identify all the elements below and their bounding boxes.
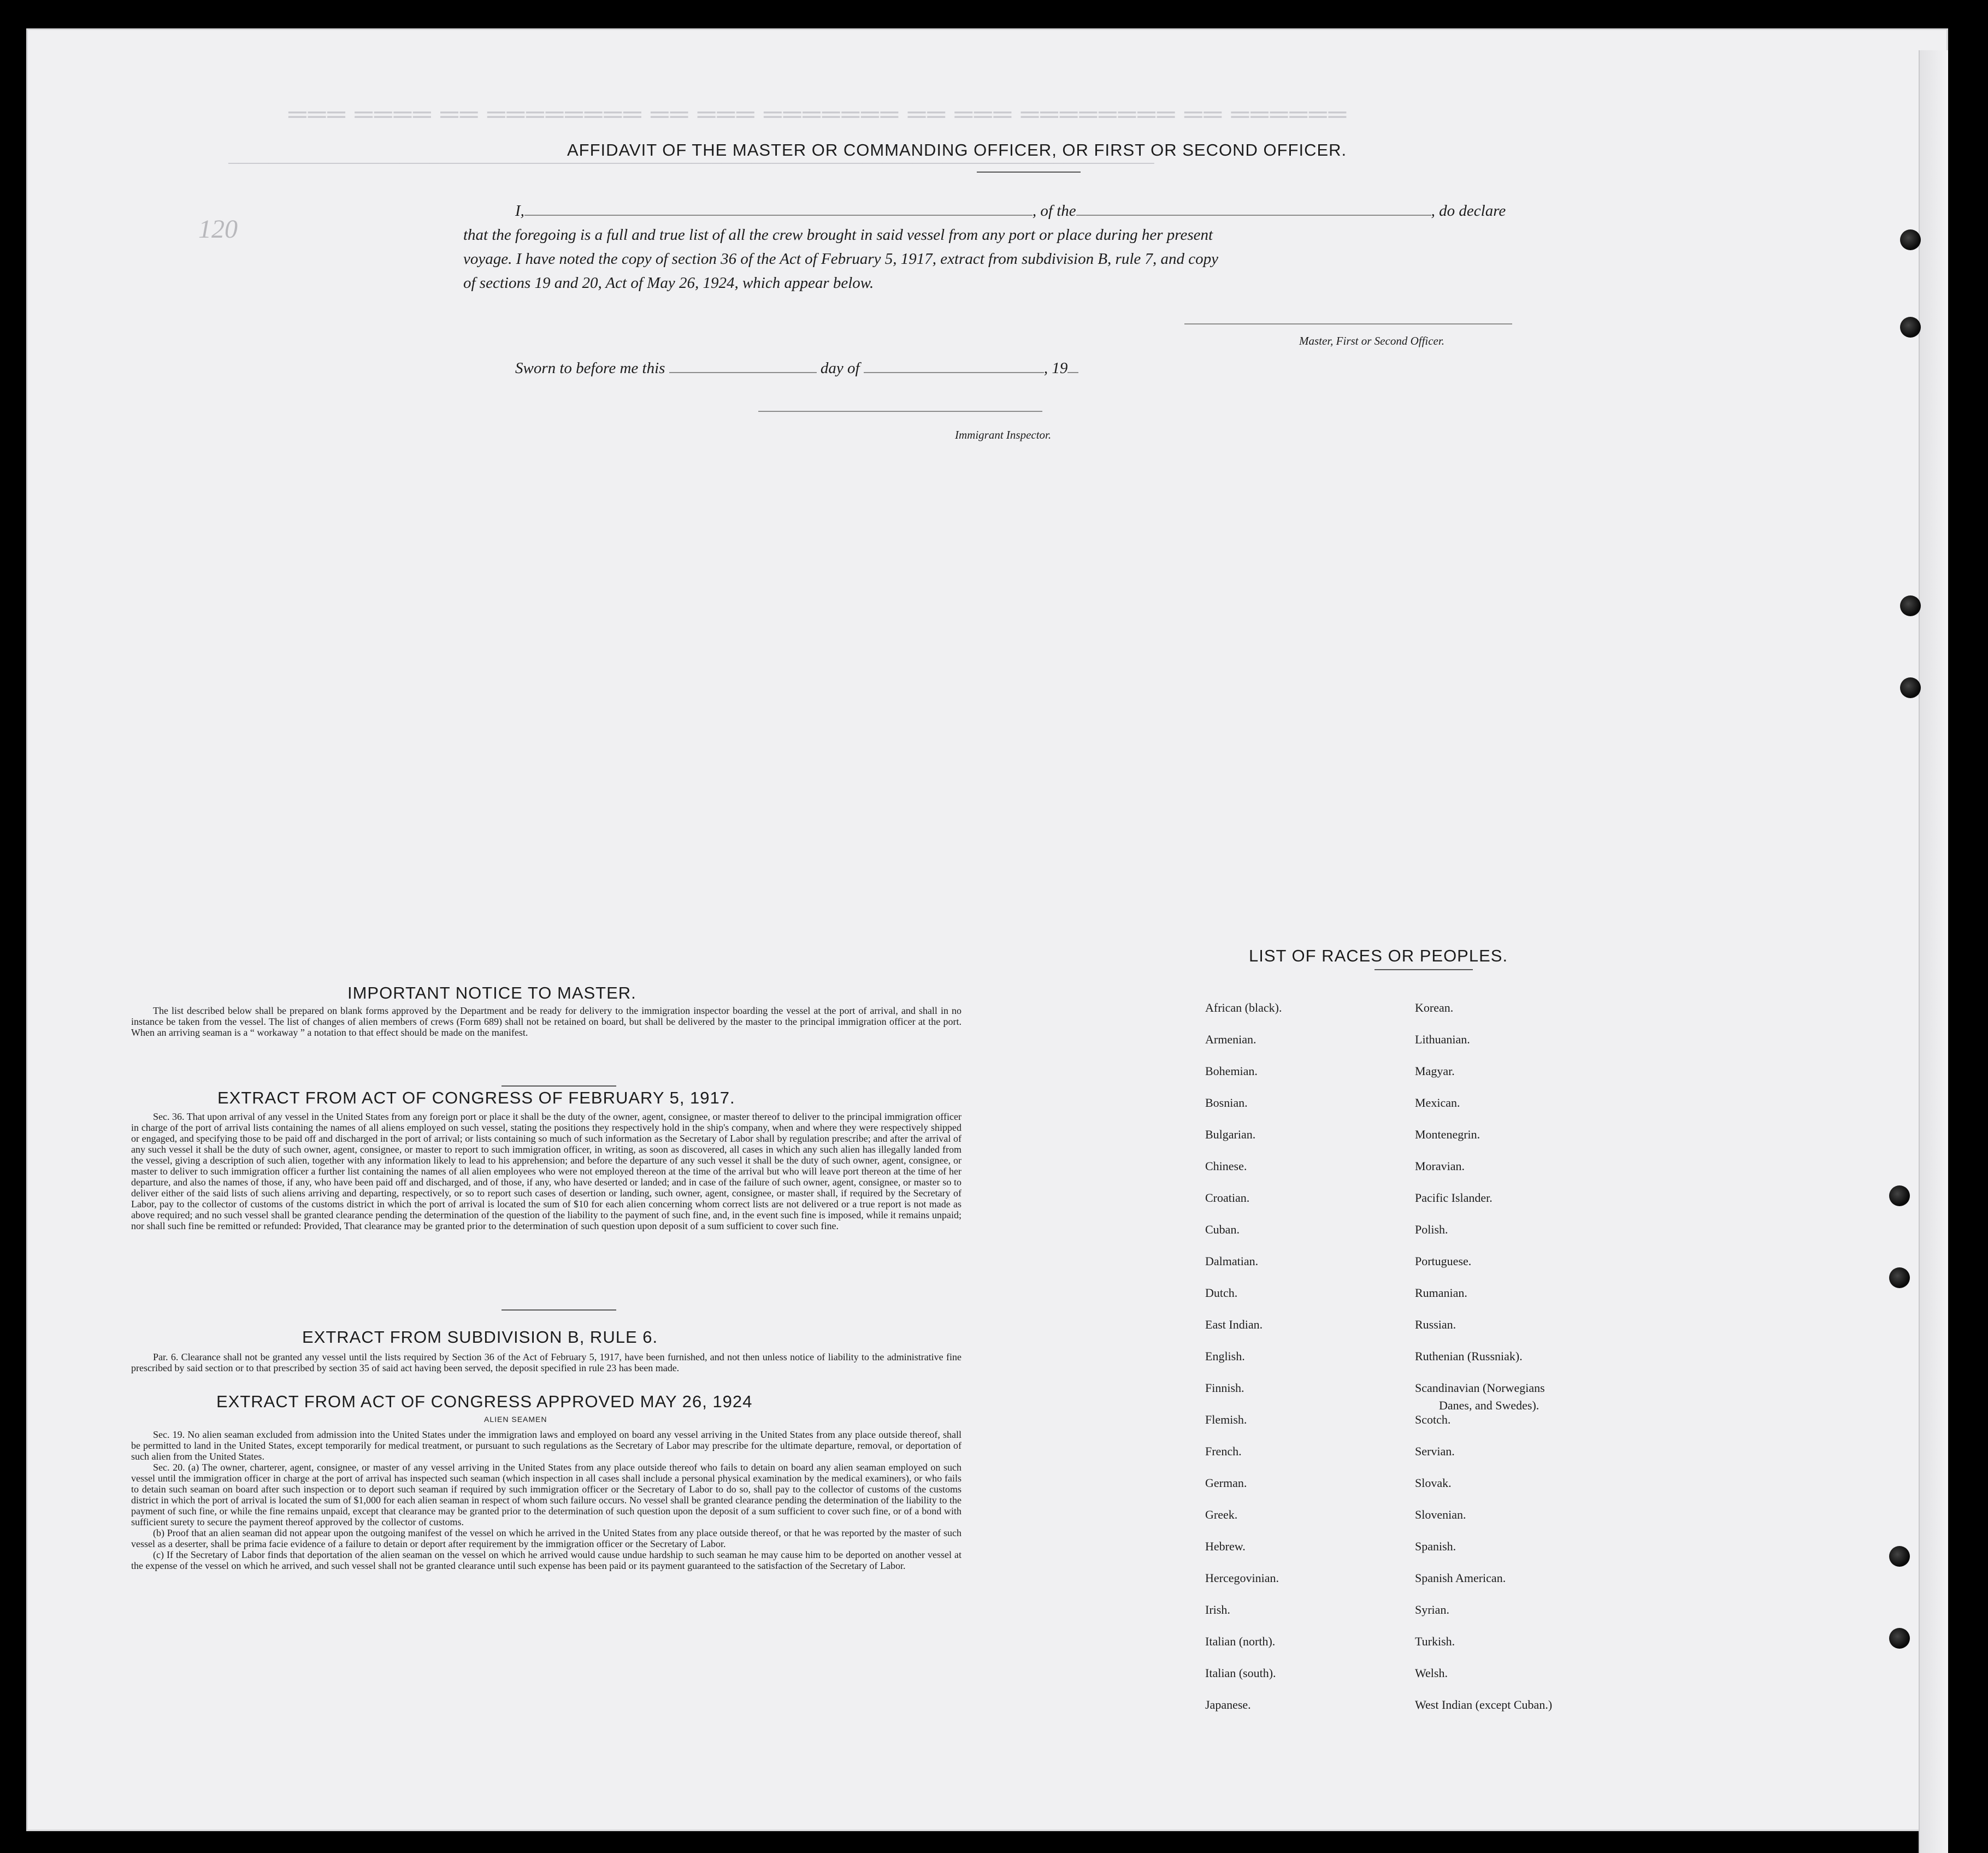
race-item: Pacific Islander. — [1415, 1191, 1493, 1205]
officer-signature-blank[interactable] — [1184, 323, 1512, 324]
race-item: African (black). — [1205, 1001, 1282, 1014]
document-page — [26, 28, 1948, 1831]
affidavit-of-the: , of the — [1032, 202, 1076, 220]
notice-title: IMPORTANT NOTICE TO MASTER. — [347, 983, 636, 1002]
race-item: Servian. — [1415, 1444, 1455, 1458]
punch-hole — [1889, 1628, 1910, 1649]
races-column-2 — [1415, 1001, 1552, 1730]
affidavit-line-4: of sections 19 and 20, Act of May 26, 1924, which appear below. — [463, 274, 874, 292]
race-item: Ruthenian (Russniak). — [1415, 1349, 1523, 1363]
race-item: Moravian. — [1415, 1159, 1465, 1173]
race-item: Greek. — [1205, 1508, 1238, 1521]
races-divider — [1375, 969, 1473, 970]
race-item: Bohemian. — [1205, 1064, 1258, 1078]
extract-1917-paragraph: Sec. 36. That upon arrival of any vessel in the United States from any foreign port or place it shall be the duty of the owner, agent, consignee, or master thereof to deliver to the principal immigration officer in charge of the port of arrival lists containing the names of all aliens employed on such vessel, stating the positions they respectively hold in the ship's company, when and where they were respectively shipped or engaged, and specifying those to be paid off and discharged in the port of arrival; or lists containing so much of such information as the Secretary of Labor shall by regulation prescribe; and after the arrival of any such vessel it shall be the duty of such owner, agent, consignee, or master to report to such immigration officer, in writing, as soon as discovered, all cases in which any such alien has illegally landed from the vessel, giving a description of such alien, together with any information likely to lead to his apprehension; and before the departure of any such vessel it shall be the duty of such owner, agent, consignee, or master to deliver to such immigration officer a further list containing the names of all alien employees who were not employed thereon at the time of the arrival but who will leave port thereon at the time of her departure, and also the names of those, if any, who have been paid off and discharged, and of those, if any, who have deserted or landed; and in case of the failure of such owner, agent, consignee, or master so to deliver either of the said lists of such aliens arriving and departing, respectively, or so to report such cases of desertion or landing, such owner, agent, consignee, or master shall, if required by the Secretary of Labor, pay to the collector of customs of the customs district in which the port of arrival is located the sum of $10 for each alien concerning whom correct lists are not delivered or a true report is not made as above required; and no such vessel shall be granted clearance pending the determination of the question of the liability to the payment of such fine, and, in the event such fine is imposed, while it remains unpaid; nor shall such fine be remitted or refunded: Provided, That clearance may be granted prior to the determination of such question upon deposit of a sum sufficient to cover such fine. — [131, 1111, 961, 1231]
master-name-blank[interactable] — [524, 215, 1033, 216]
race-item: Scotch. — [1415, 1413, 1451, 1426]
extract-1924-text — [131, 1429, 961, 1571]
affidavit-line-3: voyage. I have noted the copy of section 36 of the Act of February 5, 1917, extract from subdivision B, rule 7, and copy — [463, 250, 1219, 268]
extract-1917-divider — [502, 1309, 616, 1311]
race-item: French. — [1205, 1444, 1242, 1458]
race-item: Scandinavian (Norwegians — [1415, 1381, 1545, 1395]
race-item: Finnish. — [1205, 1381, 1244, 1395]
extract-1917-text — [131, 1111, 961, 1231]
sworn-month-blank[interactable] — [864, 372, 1044, 373]
punch-hole — [1900, 677, 1921, 698]
sworn-year-blank[interactable] — [1067, 372, 1078, 373]
handwritten-number: 120 — [198, 215, 238, 244]
race-item: German. — [1205, 1476, 1247, 1490]
race-item: Welsh. — [1415, 1666, 1448, 1680]
race-item: Magyar. — [1415, 1064, 1455, 1078]
race-item: Croatian. — [1205, 1191, 1250, 1205]
punch-hole — [1900, 595, 1921, 616]
race-item: Italian (south). — [1205, 1666, 1276, 1680]
race-item: Dutch. — [1205, 1286, 1238, 1300]
race-item: Cuban. — [1205, 1223, 1240, 1236]
race-item: Dalmatian. — [1205, 1254, 1259, 1268]
race-item: Slovenian. — [1415, 1508, 1466, 1521]
extract-rule6-text — [131, 1352, 961, 1373]
page-edge — [1919, 50, 1948, 1853]
bleed-through-heading: ═══ ════ ══ ════════ ══ ═══ ═══════ ══ ═══ ════════ ══ ══════ — [288, 100, 1348, 128]
affidavit-declare: , do declare — [1431, 202, 1506, 220]
affidavit-title: AFFIDAVIT OF THE MASTER OR COMMANDING OFFICER, OR FIRST OR SECOND OFFICER. — [567, 140, 1347, 160]
extract-1924-sec20c: (c) If the Secretary of Labor finds that deportation of the alien seaman on the vessel on which he arrived would cause undue hardship to such seaman he may cause him to be deported on another vessel at the expense of the vessel on which he arrived, and such vessel shall not be granted clearance until such expense has been paid or its payment guaranteed to the satisfaction of the Secretary of Labor. — [131, 1549, 961, 1571]
vessel-name-blank[interactable] — [1076, 215, 1431, 216]
inspector-label: Immigrant Inspector. — [955, 428, 1052, 441]
race-item: Bulgarian. — [1205, 1128, 1256, 1141]
race-item: Mexican. — [1415, 1096, 1460, 1110]
race-item: Rumanian. — [1415, 1286, 1467, 1300]
race-item: Japanese. — [1205, 1698, 1251, 1712]
race-item: Chinese. — [1205, 1159, 1247, 1173]
extract-1924-subtitle: ALIEN SEAMEN — [484, 1415, 547, 1424]
affidavit-line-2: that the foregoing is a full and true list of all the crew brought in said vessel from any port or place during her present — [463, 226, 1213, 244]
extract-1924-title: EXTRACT FROM ACT OF CONGRESS APPROVED MAY 26, 1924 — [216, 1392, 753, 1411]
notice-divider — [502, 1085, 616, 1087]
races-title: LIST OF RACES OR PEOPLES. — [1249, 946, 1508, 965]
punch-hole — [1900, 229, 1921, 250]
sworn-year: , 19 — [1043, 359, 1068, 377]
race-item: Armenian. — [1205, 1032, 1256, 1046]
race-item: Lithuanian. — [1415, 1032, 1470, 1046]
inspector-signature-blank[interactable] — [758, 411, 1042, 412]
races-column-1 — [1205, 1001, 1282, 1730]
race-item: Spanish. — [1415, 1539, 1456, 1553]
race-item: Slovak. — [1415, 1476, 1452, 1490]
race-item: Turkish. — [1415, 1634, 1455, 1648]
races-scandinavian-continuation: Danes, and Swedes). — [1439, 1398, 1539, 1412]
race-item: Korean. — [1415, 1001, 1454, 1014]
punch-hole — [1889, 1185, 1910, 1206]
punch-hole — [1889, 1546, 1910, 1567]
race-item: Montenegrin. — [1415, 1128, 1480, 1141]
extract-rule6-title: EXTRACT FROM SUBDIVISION B, RULE 6. — [302, 1327, 658, 1347]
sworn-prefix: Sworn to before me this — [515, 359, 665, 377]
sworn-line — [515, 359, 1078, 377]
race-item: Polish. — [1415, 1223, 1448, 1236]
extract-1924-sec19: Sec. 19. No alien seaman excluded from admission into the United States under the immigration laws and employed on board any vessel arriving in the United States from any place outside thereof, shall be permitted to land in the United States, except temporarily for medical treatment, or pursuant to such regulations as the Secretary of Labor may prescribe for the ultimate departure, removal, or deportation of such alien from the United States. — [131, 1429, 961, 1462]
race-item: Bosnian. — [1205, 1096, 1248, 1110]
race-item: Italian (north). — [1205, 1634, 1276, 1648]
race-item: West Indian (except Cuban.) — [1415, 1698, 1553, 1712]
bleed-through-line: ──────────────────────────────────────────────────────────────────────────────────────────── — [228, 155, 1154, 171]
affidavit-line-1 — [515, 202, 1506, 220]
notice-paragraph: The list described below shall be prepared on blank forms approved by the Department and be ready for delivery to the immigration inspector boarding the vessel at the port of arrival, and shall in no instance be taken from the vessel. The list of changes of alien members of crews (Form 689) shall not be retained on board, but shall be delivered by the master to the principal immigration officer at the port. When an arriving seaman is a “ workaway ” a notation to that effect should be made on the manifest. — [131, 1005, 961, 1038]
race-item: Portuguese. — [1415, 1254, 1472, 1268]
punch-hole — [1889, 1267, 1910, 1288]
signature-label: Master, First or Second Officer. — [1299, 334, 1444, 347]
affidavit-i: I, — [515, 202, 524, 220]
title-divider — [977, 172, 1081, 173]
extract-1924-sec20b: (b) Proof that an alien seaman did not appear upon the outgoing manifest of the vessel on which he arrived in the United States from any place outside thereof, or that he was reported by the master of such vessel as a deserter, shall be prima facie evidence of a failure to detain or deport after requirement by the immigration officer or the Secretary of Labor. — [131, 1527, 961, 1549]
punch-hole — [1900, 317, 1921, 338]
race-item: Flemish. — [1205, 1413, 1247, 1426]
extract-rule6-paragraph: Par. 6. Clearance shall not be granted any vessel until the lists required by Section 36 of the Act of February 5, 1917, have been furnished, and not then unless notice of liability to the administrative fine prescribed by said section or to that prescribed by section 35 of said act having been served, the deposit specified in rule 23 has been made. — [131, 1352, 961, 1373]
race-item: Hebrew. — [1205, 1539, 1246, 1553]
race-item: Syrian. — [1415, 1603, 1449, 1616]
sworn-day-blank[interactable] — [669, 372, 817, 373]
race-item: Hercegovinian. — [1205, 1571, 1279, 1585]
race-item: English. — [1205, 1349, 1245, 1363]
extract-1924-sec20a: Sec. 20. (a) The owner, charterer, agent, consignee, or master of any vessel arriving in the United States from any place outside thereof who fails to detain on board any alien seaman employed on such vessel until the immigration officer in charge at the port of arrival has inspected such seaman (which inspection in all cases shall include a personal physical examination by the medical examiners), or who fails to detain such seaman on board after such inspection or to deport such seaman if required by such immigration officer or the Secretary of Labor to do so, shall pay to the collector of customs of the customs district in which the port of arrival is located the sum of $1,000 for each alien seaman in respect of whom such failure occurs. No vessel shall be granted clearance pending the determination of the liability to the payment of such fine, or while the fine remains unpaid, except that clearance may be granted prior to the determination of such question upon the deposit of a sum sufficient to cover such fine, or of a bond with sufficient surety to secure the payment thereof approved by the collector of customs. — [131, 1462, 961, 1527]
race-item: East Indian. — [1205, 1318, 1263, 1331]
sworn-day-of: day of — [820, 359, 860, 377]
extract-1917-title: EXTRACT FROM ACT OF CONGRESS OF FEBRUARY 5, 1917. — [217, 1088, 735, 1107]
race-item: Russian. — [1415, 1318, 1456, 1331]
race-item: Spanish American. — [1415, 1571, 1506, 1585]
race-item: Irish. — [1205, 1603, 1230, 1616]
notice-text — [131, 1005, 961, 1038]
